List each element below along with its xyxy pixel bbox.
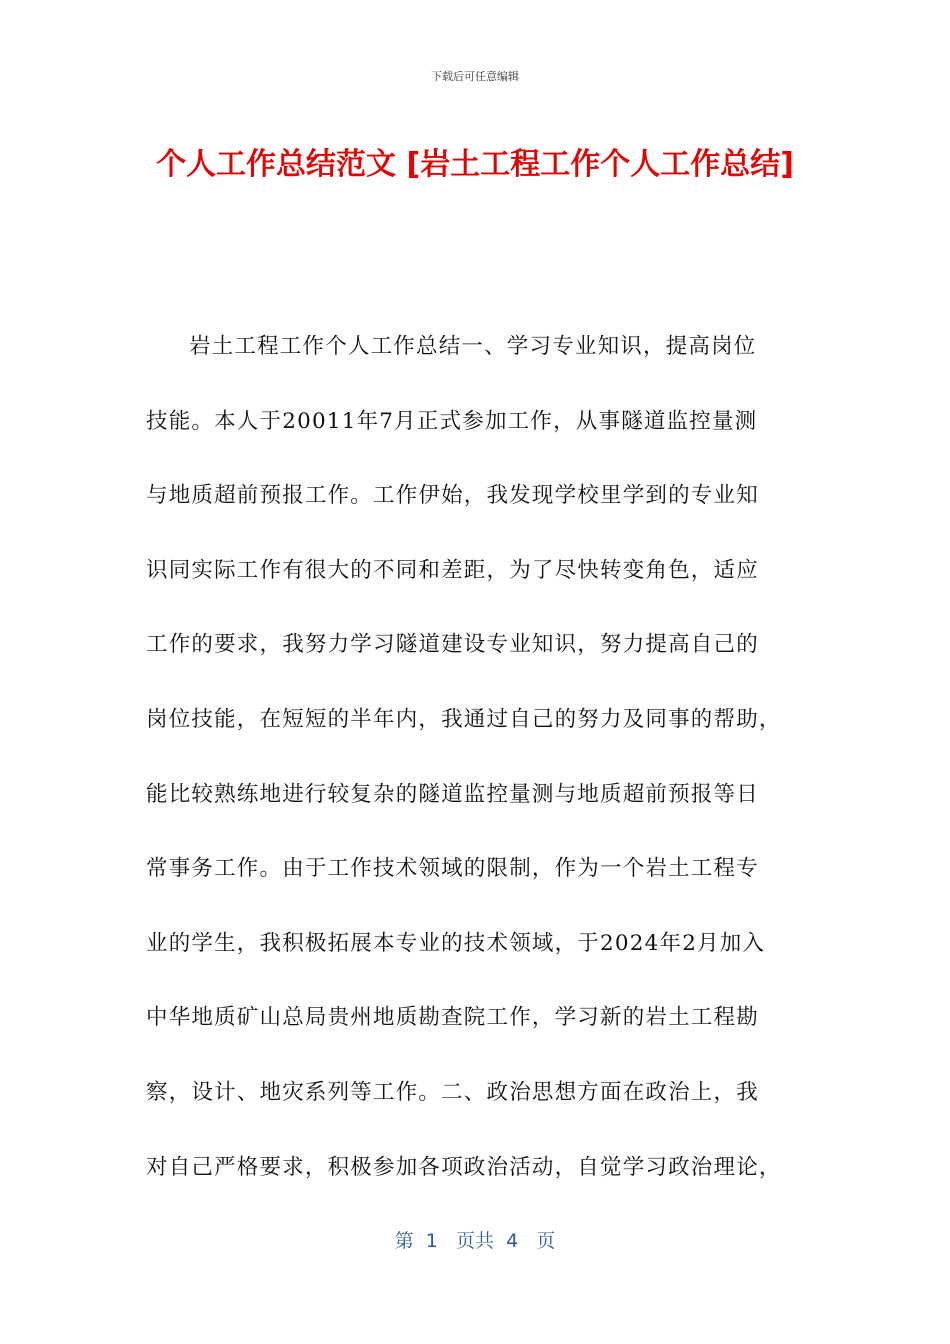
header-note: 下载后可任意编辑 <box>431 70 519 83</box>
body-line: 与地质超前预报工作。工作伊始，我发现学校里学到的专业知 <box>146 483 759 509</box>
body-line: 技能。本人于20011年7月正式参加工作，从事隧道监控量测 <box>146 408 758 434</box>
body-line: 察，设计、地灾系列等工作。二、政治思想方面在政治上，我 <box>146 1079 759 1105</box>
body-line: 岩土工程工作个人工作总结一、学习专业知识，提高岗位 <box>189 334 757 359</box>
page-number-footer: 第 1 页共 4 页 <box>394 1230 556 1252</box>
document-title: 个人工作总结范文 [岩土工程工作个人工作总结] <box>156 147 794 182</box>
body-line: 中华地质矿山总局贵州地质勘查院工作，学习新的岩土工程勘 <box>146 1005 759 1031</box>
body-line: 能比较熟练地进行较复杂的隧道监控量测与地质超前预报等日 <box>146 781 759 807</box>
body-line: 业的学生，我积极拓展本专业的技术领域，于2024年2月加入 <box>146 930 766 956</box>
body-line: 识同实际工作有很大的不同和差距，为了尽快转变角色，适应 <box>146 557 759 583</box>
body-line: 对自己严格要求，积极参加各项政治活动，自觉学习政治理论， <box>146 1154 782 1180</box>
body-line: 岗位技能，在短短的半年内，我通过自己的努力及同事的帮助， <box>146 706 782 732</box>
body-line: 工作的要求，我努力学习隧道建设专业知识，努力提高自己的 <box>146 632 759 658</box>
body-line: 常事务工作。由于工作技术领域的限制，作为一个岩土工程专 <box>146 856 759 882</box>
document-body <box>146 310 806 1205</box>
